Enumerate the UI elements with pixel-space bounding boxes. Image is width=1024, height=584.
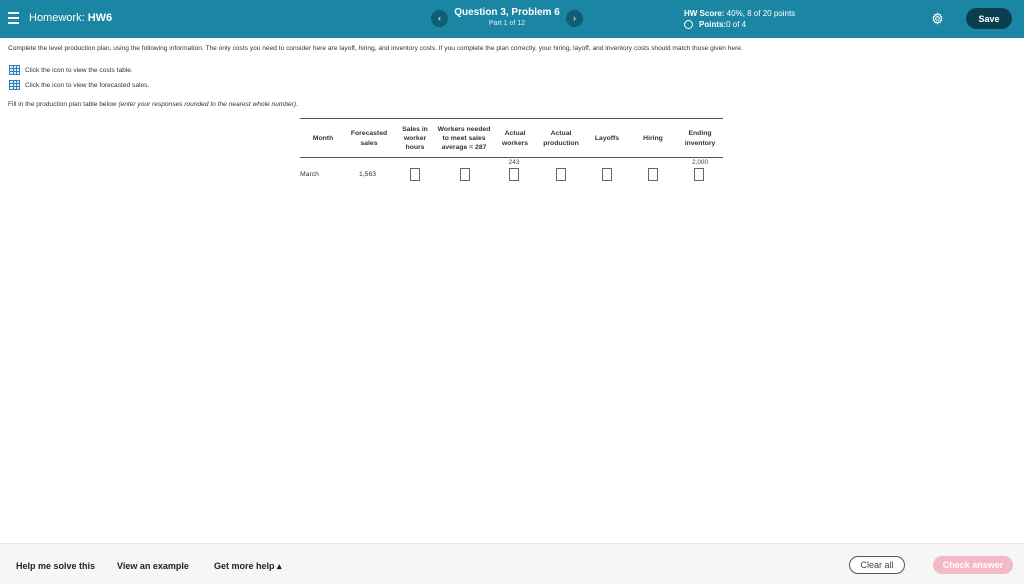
production-plan-table xyxy=(300,118,723,184)
row-month: March xyxy=(300,171,319,178)
input-actual-workers[interactable] xyxy=(509,168,519,181)
check-answer-button[interactable]: Check answer xyxy=(933,556,1013,574)
header-ending-inventory: Ending inventory xyxy=(684,130,716,147)
hw-score: HW Score: 40%, 8 of 20 points xyxy=(684,9,796,18)
input-workers-needed[interactable] xyxy=(460,168,470,181)
gear-icon[interactable] xyxy=(931,12,944,25)
input-layoffs[interactable] xyxy=(602,168,612,181)
input-actual-production[interactable] xyxy=(556,168,566,181)
input-sales-worker-hours[interactable] xyxy=(410,168,420,181)
header-hiring: Hiring xyxy=(643,134,663,142)
header-actual-workers: Actual workers xyxy=(501,130,529,147)
problem-instructions: Complete the level production plan, using the following information. The only costs you need to consider here are layoff, hiring, and inventory costs. If you complete the plan correctly, your hiring, layoff, and inventory costs should match those given here. xyxy=(8,45,743,52)
header-forecasted-sales: Forecasted sales xyxy=(350,130,388,147)
question-part: Part 1 of 12 xyxy=(488,20,526,27)
input-hiring[interactable] xyxy=(648,168,658,181)
header-layoffs: Layoffs xyxy=(594,134,620,142)
ending-inventory-hint: 2,000 xyxy=(692,159,708,166)
header-month: Month xyxy=(312,134,334,142)
forecasted-sales-link[interactable]: Click the icon to view the forecasted sales. xyxy=(9,80,149,90)
table-top-rule xyxy=(300,118,723,119)
table-header-rule xyxy=(300,157,723,158)
input-ending-inventory[interactable] xyxy=(694,168,704,181)
top-bar xyxy=(0,0,1024,38)
table-icon[interactable] xyxy=(9,80,20,90)
homework-title: Homework: HW6 xyxy=(29,12,113,24)
header-workers-needed: Workers needed to meet sales average = 287 xyxy=(437,125,491,152)
footer-bar xyxy=(0,543,1024,584)
hamburger-menu-icon[interactable] xyxy=(8,12,19,24)
costs-table-link[interactable]: Click the icon to view the costs table. xyxy=(9,65,133,75)
save-button[interactable]: Save xyxy=(966,8,1012,29)
view-example-link[interactable]: View an example xyxy=(117,561,189,571)
homework-name: HW6 xyxy=(87,12,113,24)
header-actual-production: Actual production xyxy=(543,130,579,147)
progress-circle-icon xyxy=(684,20,693,29)
next-question-button[interactable]: › xyxy=(566,10,583,27)
get-more-help-link[interactable]: Get more help ▴ xyxy=(214,561,282,571)
header-sales-worker-hours: Sales in worker hours xyxy=(402,125,428,152)
previous-question-button[interactable]: ‹ xyxy=(431,10,448,27)
table-icon[interactable] xyxy=(9,65,20,75)
clear-all-button[interactable]: Clear all xyxy=(849,556,905,574)
actual-workers-hint: 243 xyxy=(508,159,520,166)
points-status: Points: 0 of 4 xyxy=(684,20,746,29)
row-forecasted-sales: 1,563 xyxy=(359,171,377,178)
fill-in-directions: Fill in the production plan table below (enter your responses rounded to the nearest whole number). xyxy=(8,101,298,108)
help-me-solve-link[interactable]: Help me solve this xyxy=(16,561,96,571)
question-title: Question 3, Problem 6 xyxy=(454,7,560,18)
